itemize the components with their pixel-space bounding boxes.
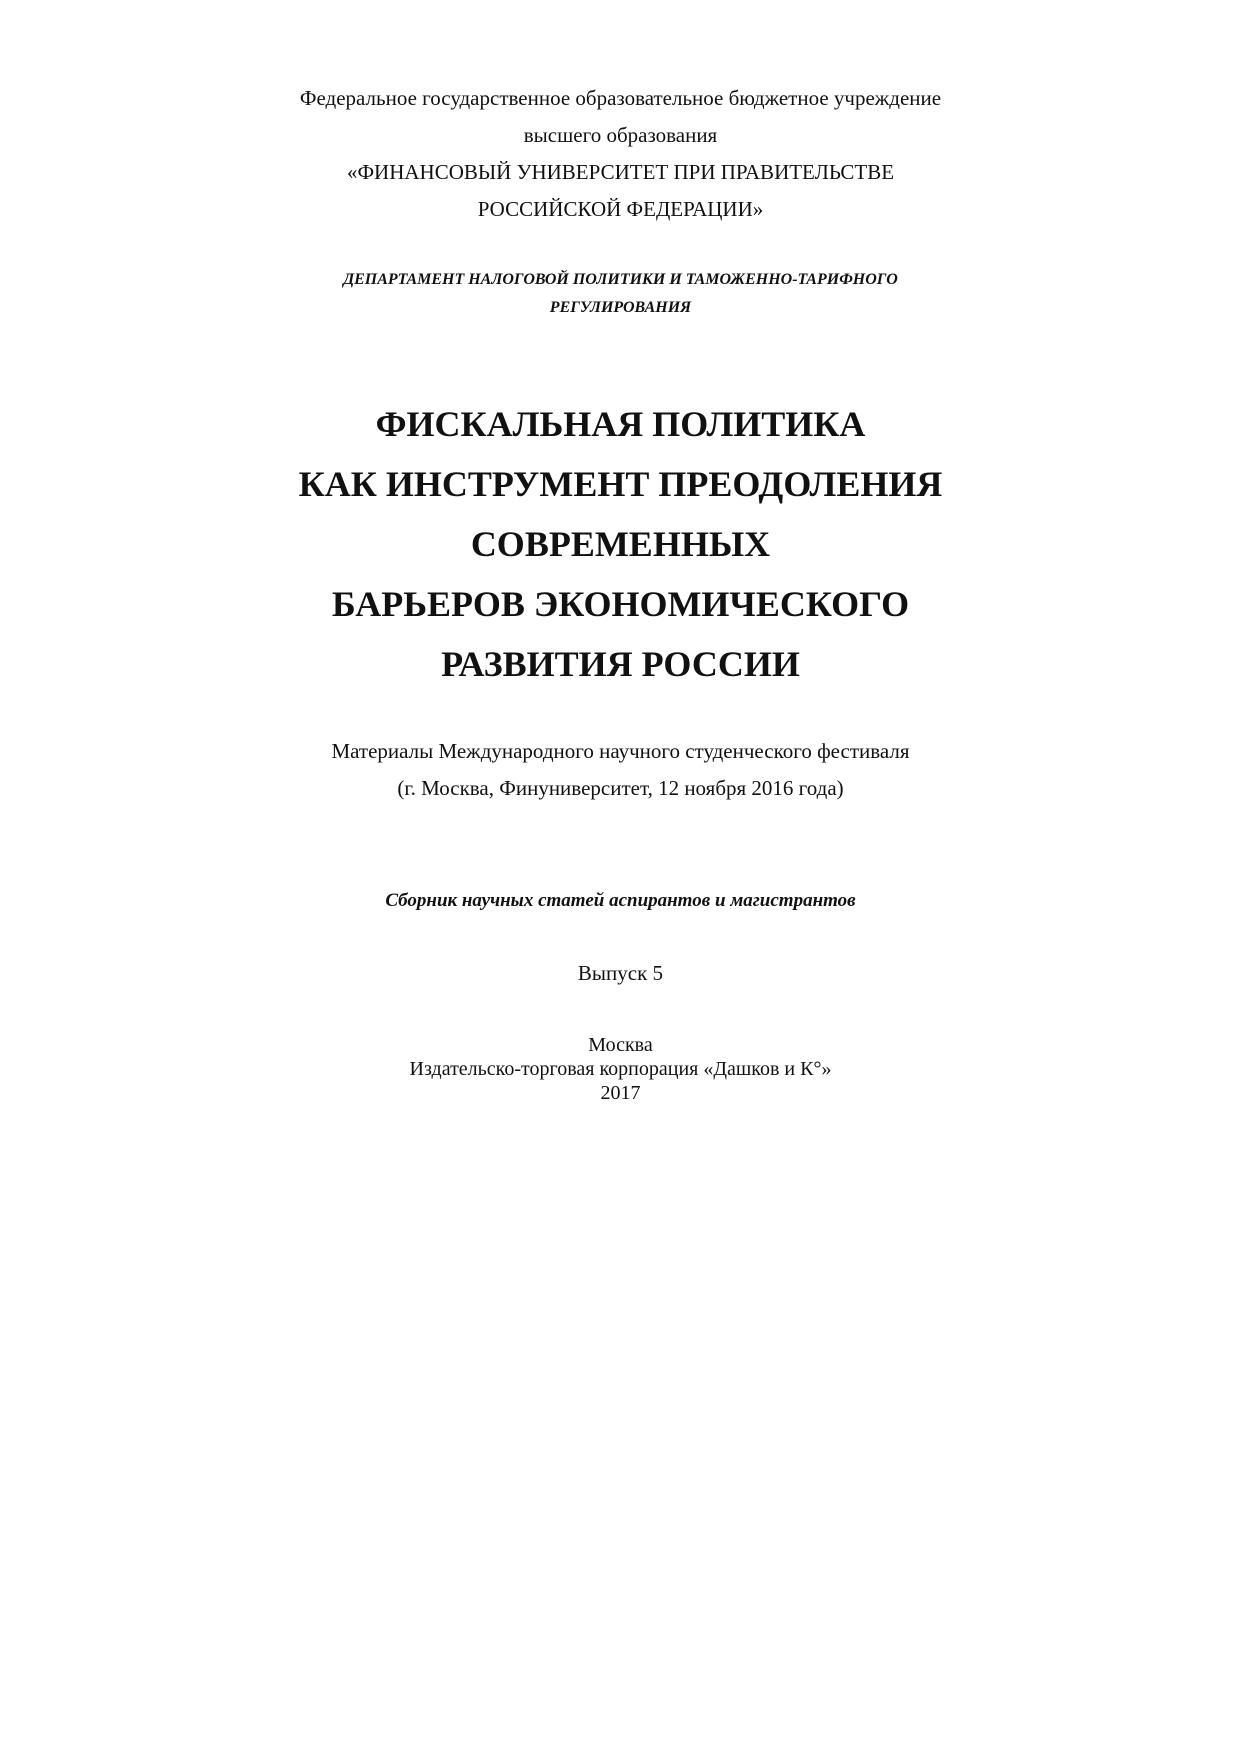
collection-line: Сборник научных статей аспирантов и магистрантов xyxy=(385,890,856,911)
department-line: РЕГУЛИРОВАНИЯ xyxy=(549,299,692,316)
collection-subtitle xyxy=(0,886,1241,916)
title-line: ФИСКАЛЬНАЯ ПОЛИТИКА xyxy=(375,404,866,444)
institution-line: РОССИЙСКОЙ ФЕДЕРАЦИИ» xyxy=(477,197,764,221)
title-line: КАК ИНСТРУМЕНТ ПРЕОДОЛЕНИЯ xyxy=(298,464,943,504)
institution-line: высшего образования xyxy=(523,123,718,147)
title-line: СОВРЕМЕННЫХ xyxy=(470,524,771,564)
materials-line: Материалы Международного научного студенческого фестиваля xyxy=(331,739,910,763)
issue-line: Выпуск 5 xyxy=(577,961,664,985)
imprint-city: Москва xyxy=(588,1034,653,1056)
imprint-publisher: Издательско-торговая корпорация «Дашков и К°» xyxy=(409,1058,832,1080)
institution-line: «ФИНАНСОВЫЙ УНИВЕРСИТЕТ ПРИ ПРАВИТЕЛЬСТВЕ xyxy=(346,160,895,184)
institution-header xyxy=(0,80,1241,228)
imprint-year: 2017 xyxy=(600,1082,641,1104)
materials-line: (г. Москва, Финуниверситет, 12 ноября 2016 года) xyxy=(397,776,844,800)
department-line: ДЕПАРТАМЕНТ НАЛОГОВОЙ ПОЛИТИКИ И ТАМОЖЕННО-ТАРИФНОГО xyxy=(343,271,898,288)
institution-line: Федеральное государственное образовательное бюджетное учреждение xyxy=(299,86,942,110)
department-name xyxy=(0,266,1241,322)
title-line: БАРЬЕРОВ ЭКОНОМИЧЕСКОГО xyxy=(331,584,910,624)
title-line: РАЗВИТИЯ РОССИИ xyxy=(441,644,800,684)
issue-number xyxy=(0,958,1241,988)
materials-description xyxy=(0,733,1241,807)
publication-imprint xyxy=(0,1033,1241,1105)
document-title xyxy=(0,394,1241,694)
